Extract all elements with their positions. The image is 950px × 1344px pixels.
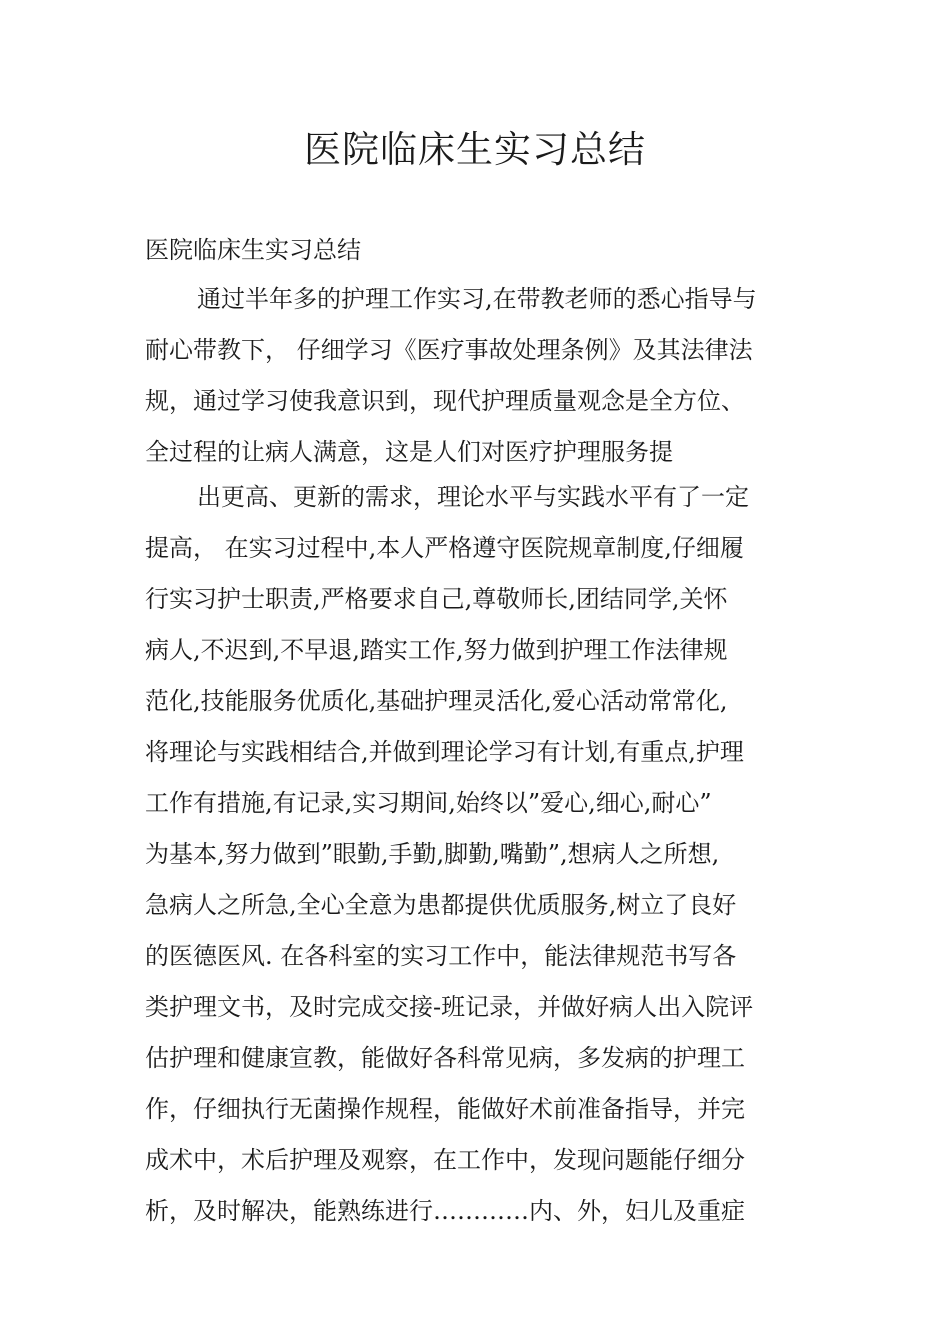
paragraph-line: 通过半年多的护理工作实习,在带教老师的悉心指导与 (197, 285, 757, 313)
paragraph-line: 为基本,努力做到”眼勤,手勤,脚勤,嘴勤”,想病人之所想, (145, 840, 720, 868)
paragraph-line: 析，及时解决，能熟练进行…………内、外，妇儿及重症 (145, 1197, 745, 1225)
paragraph-line: 行实习护士职责,严格要求自己,尊敬师长,团结同学,关怀 (145, 585, 728, 613)
paragraph-line: 工作有措施,有记录,实习期间,始终以”爱心,细心,耐心” (145, 789, 712, 817)
paragraph-line: 作，仔细执行无菌操作规程，能做好术前准备指导，并完 (145, 1095, 745, 1123)
paragraph-line: 类护理文书，及时完成交接-班记录，并做好病人出入院评 (145, 993, 754, 1021)
paragraph-line: 耐心带教下， 仔细学习《医疗事故处理条例》及其法律法 (145, 336, 753, 364)
document-subtitle: 医院临床生实习总结 (145, 236, 361, 264)
paragraph-line: 范化,技能服务优质化,基础护理灵活化,爱心活动常常化, (145, 687, 728, 715)
paragraph-line: 将理论与实践相结合,并做到理论学习有计划,有重点,护理 (145, 738, 744, 766)
paragraph-2 (145, 472, 810, 1237)
paragraph-line: 的医德医风. 在各科室的实习工作中，能法律规范书写各 (145, 942, 737, 970)
paragraph-line: 急病人之所急,全心全意为患都提供优质服务,树立了良好 (145, 891, 737, 919)
paragraph-line: 病人,不迟到,不早退,踏实工作,努力做到护理工作法律规 (145, 636, 728, 664)
paragraph-line: 估护理和健康宣教，能做好各科常见病，多发病的护理工 (145, 1044, 745, 1072)
document-title: 医院临床生实习总结 (304, 128, 646, 171)
paragraph-line: 规，通过学习使我意识到，现代护理质量观念是全方位、 (145, 387, 745, 415)
paragraph-line: 全过程的让病人满意，这是人们对医疗护理服务提 (145, 438, 673, 466)
paragraph-1 (145, 274, 810, 478)
paragraph-line: 提高， 在实习过程中,本人严格遵守医院规章制度,仔细履 (145, 534, 744, 562)
paragraph-line: 出更高、更新的需求，理论水平与实践水平有了一定 (197, 483, 749, 511)
paragraph-line: 成术中，术后护理及观察，在工作中，发现问题能仔细分 (145, 1146, 745, 1174)
